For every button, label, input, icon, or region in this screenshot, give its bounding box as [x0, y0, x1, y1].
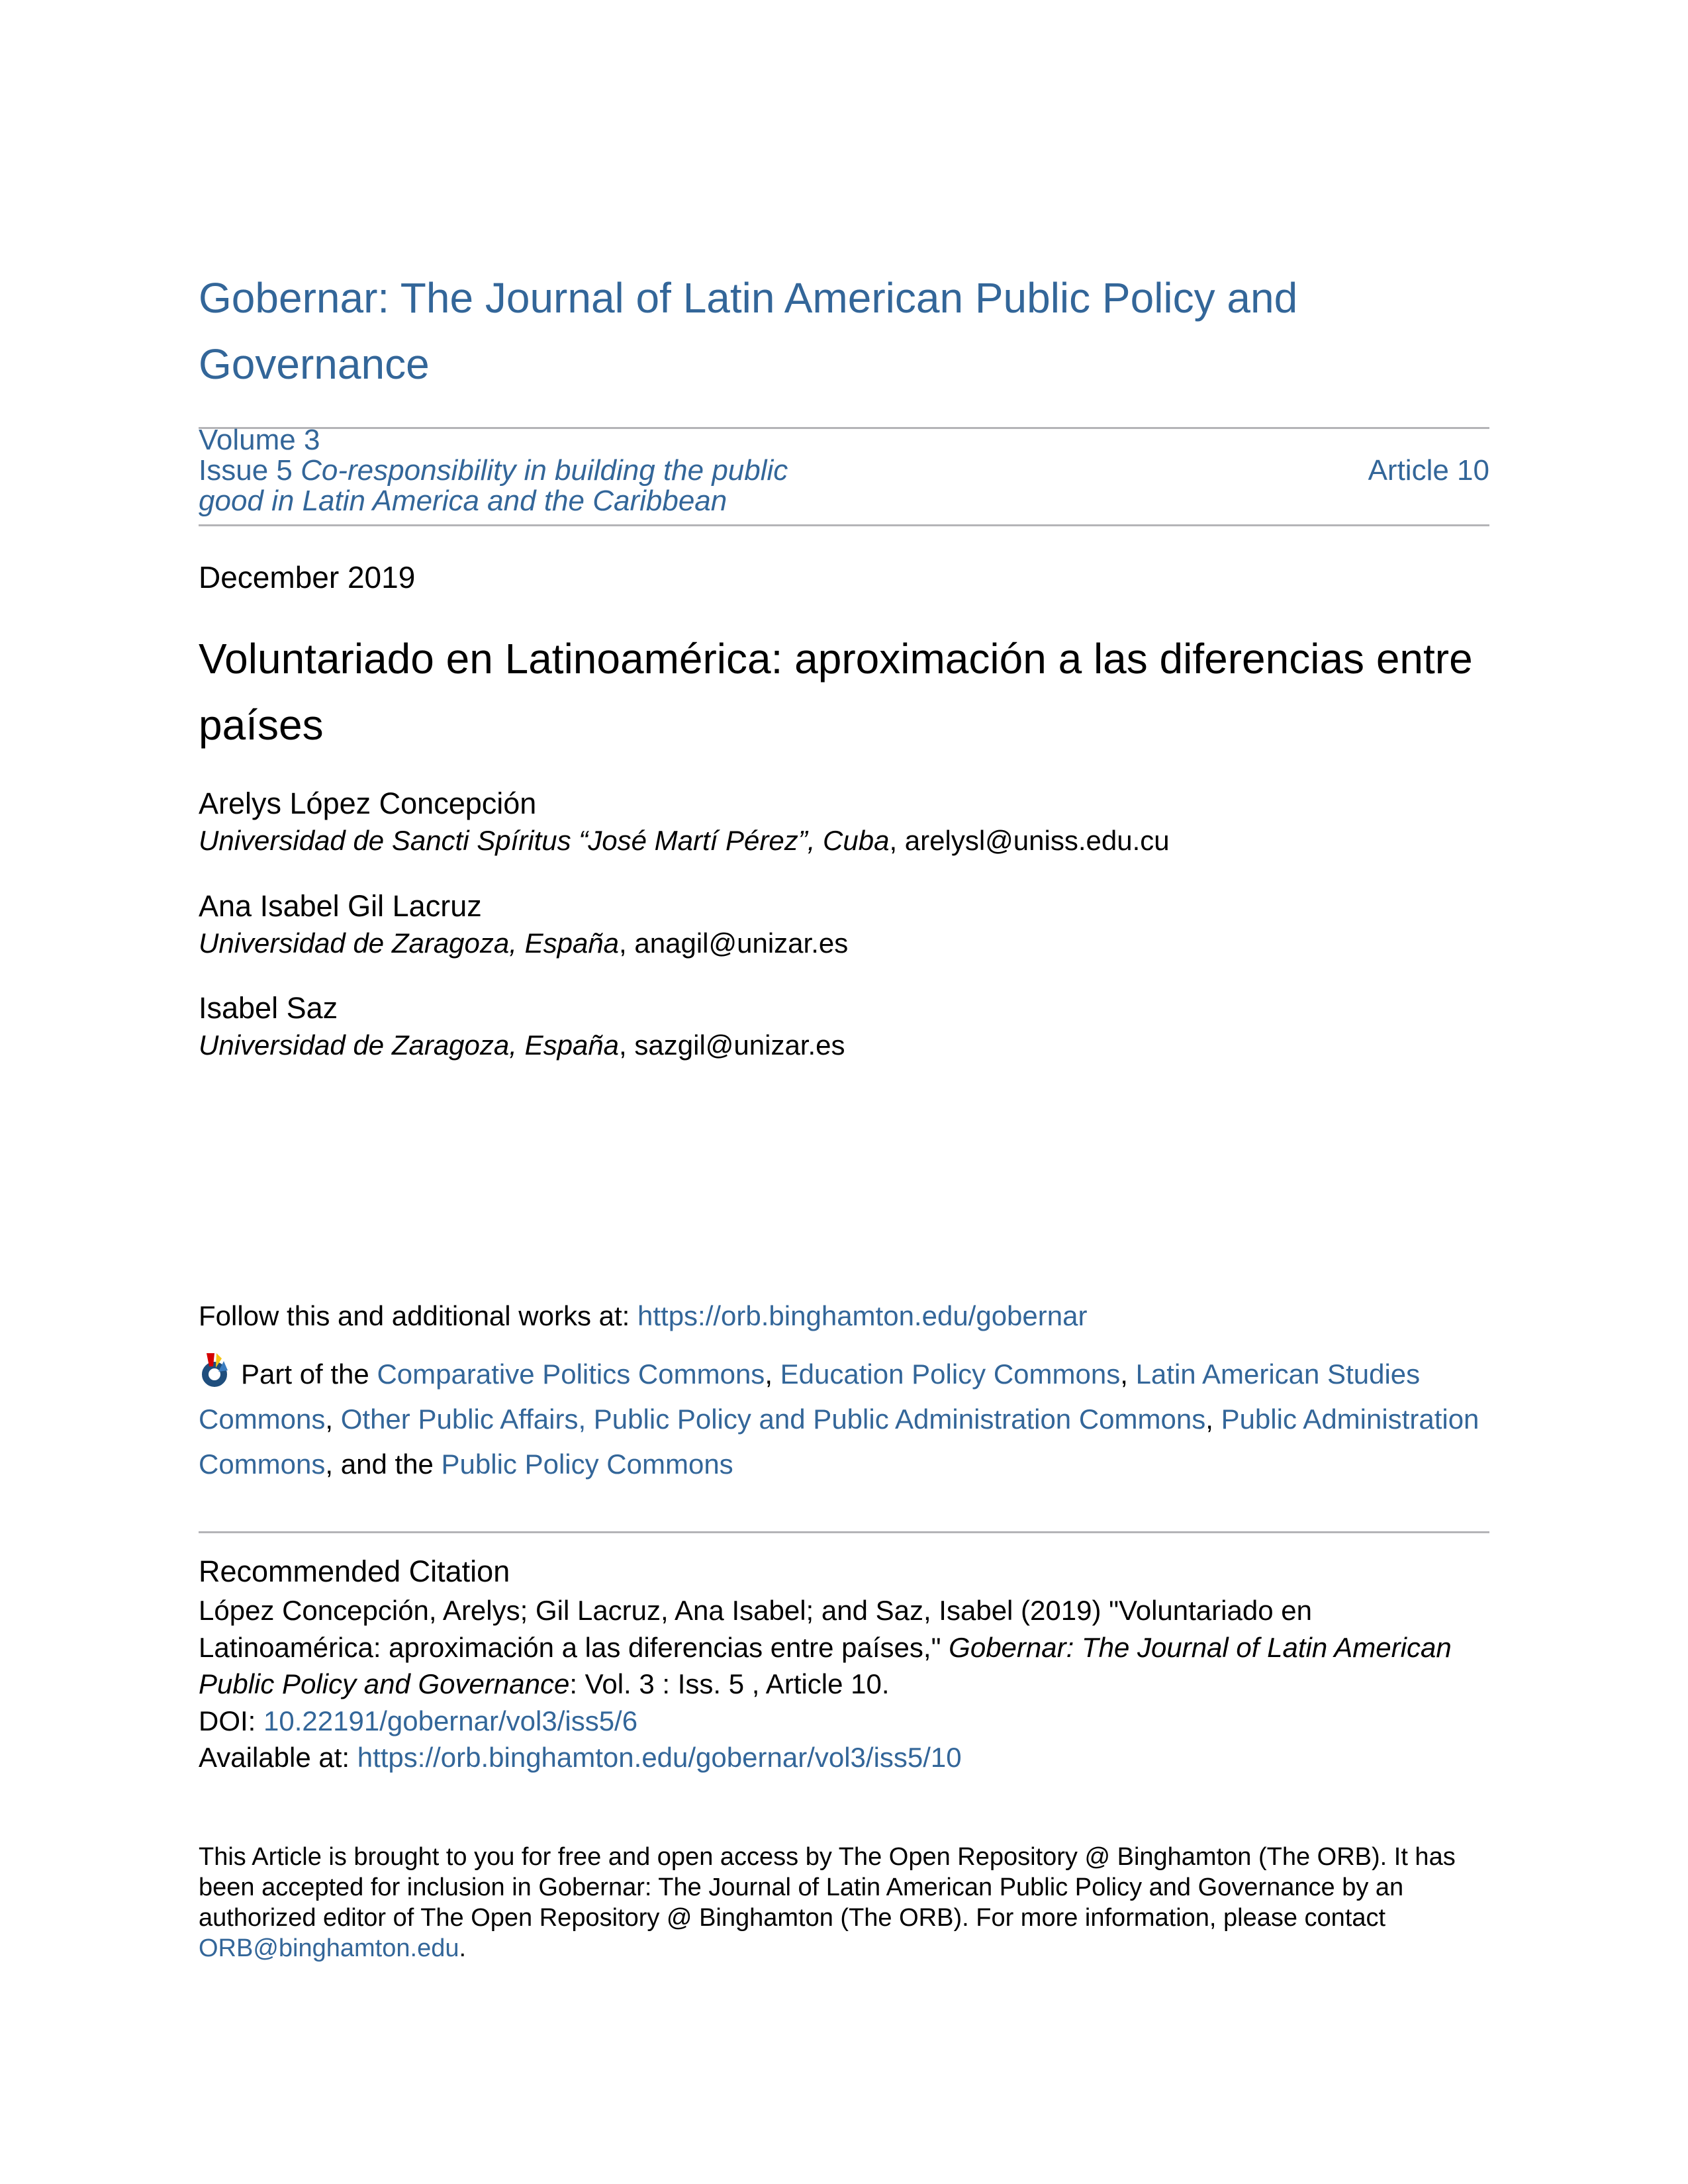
bottom-rule: [199, 524, 1489, 526]
commons-link-latin-american-studies[interactable]: Latin American Studies Commons: [199, 1358, 1421, 1435]
commons-link-public-policy[interactable]: Public Policy Commons: [441, 1448, 733, 1480]
follow-line: [199, 1296, 1489, 1336]
author-block: [199, 990, 845, 1064]
author-affiliation: Universidad de Zaragoza, España, sazgil@unizar.es: [199, 1029, 845, 1061]
journal-title-link[interactable]: Gobernar: The Journal of Latin American Public Policy and Governance: [199, 274, 1298, 388]
citation-volume: : Vol. 3 : Iss. 5 , Article 10.: [569, 1668, 890, 1699]
author-name: Arelys López Concepción: [199, 786, 537, 820]
notice-end: .: [459, 1934, 467, 1962]
citation-journal: Gobernar: The Journal of Latin American Public Policy and Governance: [199, 1631, 1452, 1699]
publication-date: December 2019: [199, 560, 416, 594]
follow-label: Follow this and additional works at:: [199, 1300, 637, 1331]
available-url-link[interactable]: https://orb.binghamton.edu/gobernar/vol3/iss5/10: [357, 1742, 962, 1773]
volume-link[interactable]: Volume 3: [199, 424, 320, 456]
issue-label: Issue 5: [199, 454, 293, 487]
part-of-commons: Part of the Comparative Politics Commons, Education Policy Commons, Latin American Studies Commons, Other Public Affairs, Public Policy and Public Administration Commons, Public Administration Commons, and the Public Policy Commons: [199, 1351, 1496, 1487]
author-email: sazgil@unizar.es: [634, 1029, 845, 1061]
part-of-prefix: Part of the: [241, 1358, 377, 1390]
commons-link-comparative-politics[interactable]: Comparative Politics Commons: [377, 1358, 765, 1390]
citation-block: [199, 1592, 1496, 1776]
follow-url-link[interactable]: https://orb.binghamton.edu/gobernar: [637, 1300, 1088, 1331]
access-notice: [199, 1842, 1496, 1964]
author-name: Ana Isabel Gil Lacruz: [199, 889, 482, 923]
author-email: anagil@unizar.es: [634, 927, 849, 959]
author-affiliation: Universidad de Zaragoza, España, anagil@unizar.es: [199, 927, 849, 959]
citation-text: López Concepción, Arelys; Gil Lacruz, Ana Isabel; and Saz, Isabel (2019) "Voluntariado en Latinoamérica: aproximación a las diferencias entre países,": [199, 1595, 1312, 1663]
contact-email-link[interactable]: ORB@binghamton.edu: [199, 1934, 459, 1962]
issue-title: Co-responsibility in building the public good in Latin America and the Caribbean: [199, 454, 788, 517]
access-notice-text: This Article is brought to you for free and open access by The Open Repository @ Binghamton (The ORB). It has been accepted for inclusion in Gobernar: The Journal of Latin American Public Policy and Governance by an authorized editor of The Open Repository @ Binghamton (The ORB). For more information, please contact: [199, 1843, 1456, 1932]
and-the-text: , and the: [325, 1448, 442, 1480]
author-affiliation: Universidad de Sancti Spíritus “José Martí Pérez”, Cuba, arelysl@uniss.edu.cu: [199, 825, 1170, 856]
author-name: Isabel Saz: [199, 991, 338, 1025]
article-title: Voluntariado en Latinoamérica: aproximación a las diferencias entre países: [199, 635, 1473, 749]
digital-commons-network-icon: [199, 1351, 236, 1388]
recommended-citation-heading: Recommended Citation: [199, 1554, 510, 1588]
author-email: arelysl@uniss.edu.cu: [904, 825, 1170, 856]
available-label: Available at:: [199, 1742, 357, 1773]
issue-link[interactable]: [199, 454, 788, 517]
author-block: [199, 785, 1170, 859]
doi-label: DOI:: [199, 1705, 264, 1736]
article-number: Article 10: [1368, 454, 1489, 487]
issue-info: [199, 425, 1489, 516]
commons-link-education-policy[interactable]: Education Policy Commons: [780, 1358, 1121, 1390]
author-block: [199, 888, 848, 962]
doi-link[interactable]: 10.22191/gobernar/vol3/iss5/6: [263, 1705, 638, 1736]
commons-link-other-public-affairs[interactable]: Other Public Affairs, Public Policy and Public Administration Commons: [340, 1403, 1206, 1435]
commons-link-public-administration[interactable]: Public Administration Commons: [199, 1403, 1479, 1480]
citation-divider: [199, 1531, 1489, 1533]
